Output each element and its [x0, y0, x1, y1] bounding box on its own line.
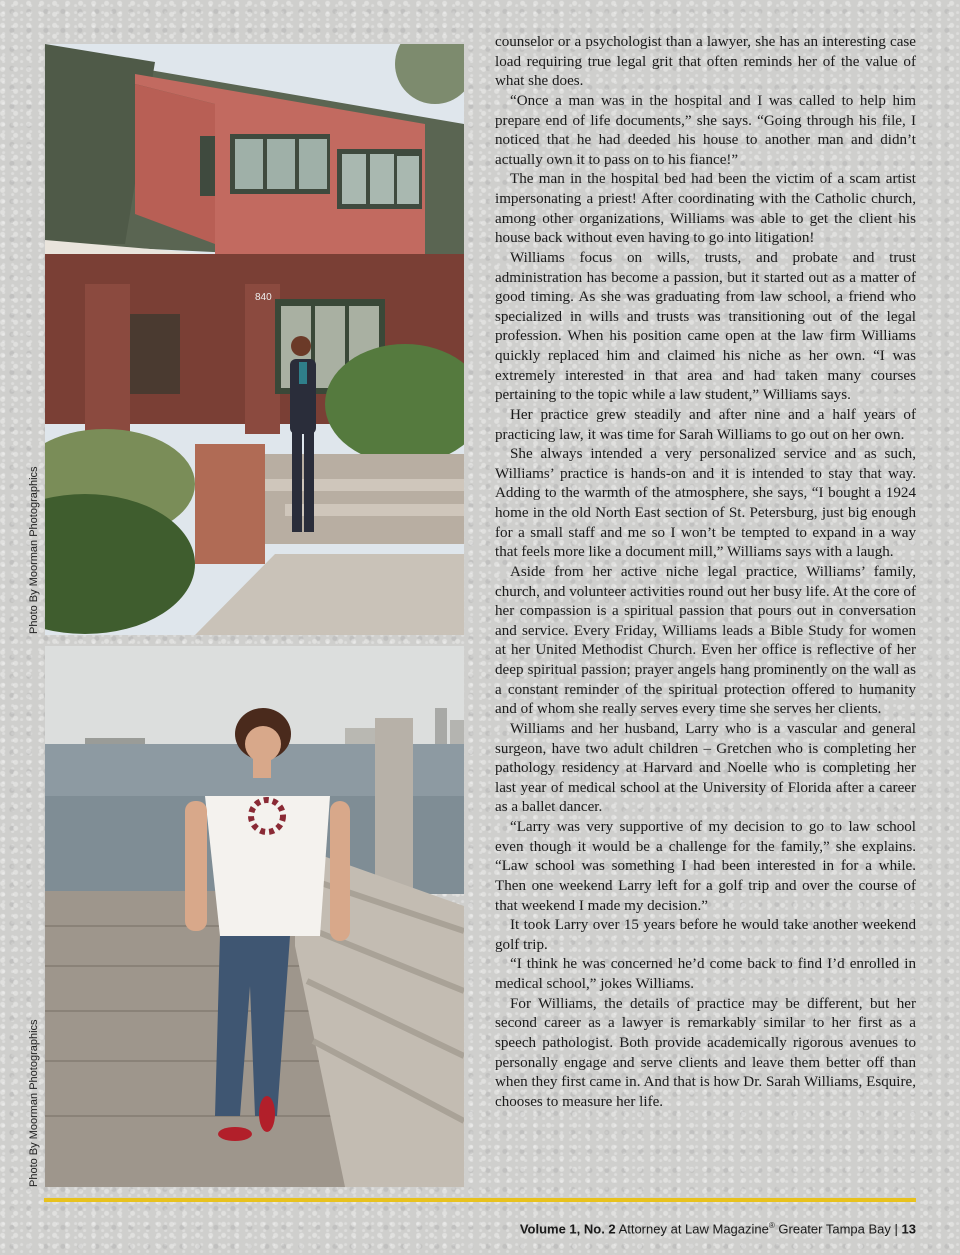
- article-paragraph: counselor or a psychologist than a lawyer, she has an interesting case load requiring true legal grit that often reminds her of the value of what she does.: [495, 34, 916, 90]
- article-paragraph: “Larry was very supportive of my decision to go to law school even though it would be a challenge for the family,” she explains. “Law school was something I had been interested in for a while. Then one weekend Larry left for a golf trip and over the course of that weekend I made my decision.”: [495, 819, 916, 914]
- page-number: 13: [901, 1221, 916, 1237]
- photo-credit-house: Photo By Moorman Photographics: [28, 466, 40, 634]
- footer-volume: Volume 1, No. 2: [519, 1221, 616, 1237]
- article-paragraph: “I think he was concerned he’d come back to find I’d enrolled in medical school,” jokes Williams.: [495, 956, 916, 992]
- article-paragraph: It took Larry over 15 years before he would take another weekend golf trip.: [495, 917, 916, 953]
- article-paragraph: She always intended a very personalized service and as such, Williams’ practice is hands-on and it is intended to stay that way. Adding to the warmth of the atmosphere, she says, “I bought a 1924 home in the old North East section of St. Petersburg, just big enough for a small staff and me so I won’t be tempted to expand in a way that feels more like a document mill,” Williams says with a laugh.: [495, 446, 916, 561]
- footer-region: Greater Tampa Bay: [778, 1221, 891, 1237]
- house-number: 840: [255, 292, 272, 303]
- footer-rule: [44, 1198, 916, 1202]
- footer-magazine: Attorney at Law Magazine: [618, 1221, 769, 1237]
- article-paragraph: Williams focus on wills, trusts, and probate and trust administration has become a passion, but it started out as a matter of good timing. As she was graduating from law school, a friend who specialized in wills and trusts was transitioning out of the legal profession. When his position came open at the law firm Williams quickly replaced him and claimed his niche as her own. “I was extremely interested in that area and had taken many courses pertaining to the topic while a law student,” Williams says.: [495, 249, 916, 404]
- article-paragraph: “Once a man was in the hospital and I was called to help him prepare end of life documents,” she says. “Going through his file, I noticed that he had deeded his house to another man and didn’t actually own it to pass on to his fiance!”: [495, 92, 916, 168]
- article-paragraph: Aside from her active niche legal practice, Williams’ family, church, and volunteer activities round out her busy life. At the core of her compassion is a spiritual passion that pours out in conversation and service. Every Friday, Williams leads a Bible Study for women at her United Methodist Church. Even her office is reflective of her deep spiritual passion; prayer angels hang prominently on the wall as a constant reminder of the spiritual protection offered to humanity and of whom she really serves every time she serves her clients.: [495, 563, 916, 718]
- footer-reg-mark: ®: [768, 1221, 775, 1230]
- article-paragraph: Williams and her husband, Larry who is a vascular and general surgeon, have two adult children – Gretchen who is completing her pathology residency at Harvard and Noelle who is completing her last year of medical school at the University of Florida after a career as a ballet dancer.: [495, 720, 916, 816]
- article-paragraph: The man in the hospital bed had been the victim of a scam artist impersonating a priest! After coordinating with the Catholic church, among other organizations, Williams was able to get the client his house back without even having to go into litigation!: [495, 171, 916, 247]
- photo-credit-pier: Photo By Moorman Photographics: [28, 1019, 40, 1187]
- pier-photo: [45, 646, 464, 1187]
- article-body: [495, 33, 916, 1112]
- page-footer: [520, 1221, 916, 1236]
- article-paragraph: Her practice grew steadily and after nine and a half years of practicing law, it was time for Sarah Williams to go out on her own.: [495, 406, 916, 443]
- house-photo: [45, 44, 464, 635]
- article-paragraph: For Williams, the details of practice may be different, but her second career as a lawyer is remarkably similar to her first as a speech pathologist. Both provide academically rigorous avenues to personally engage and serve clients and leave them better off than when they first came in. And that is how Dr. Sarah Williams, Esquire, chooses to measure her life.: [495, 995, 916, 1110]
- footer-separator: |: [894, 1221, 898, 1237]
